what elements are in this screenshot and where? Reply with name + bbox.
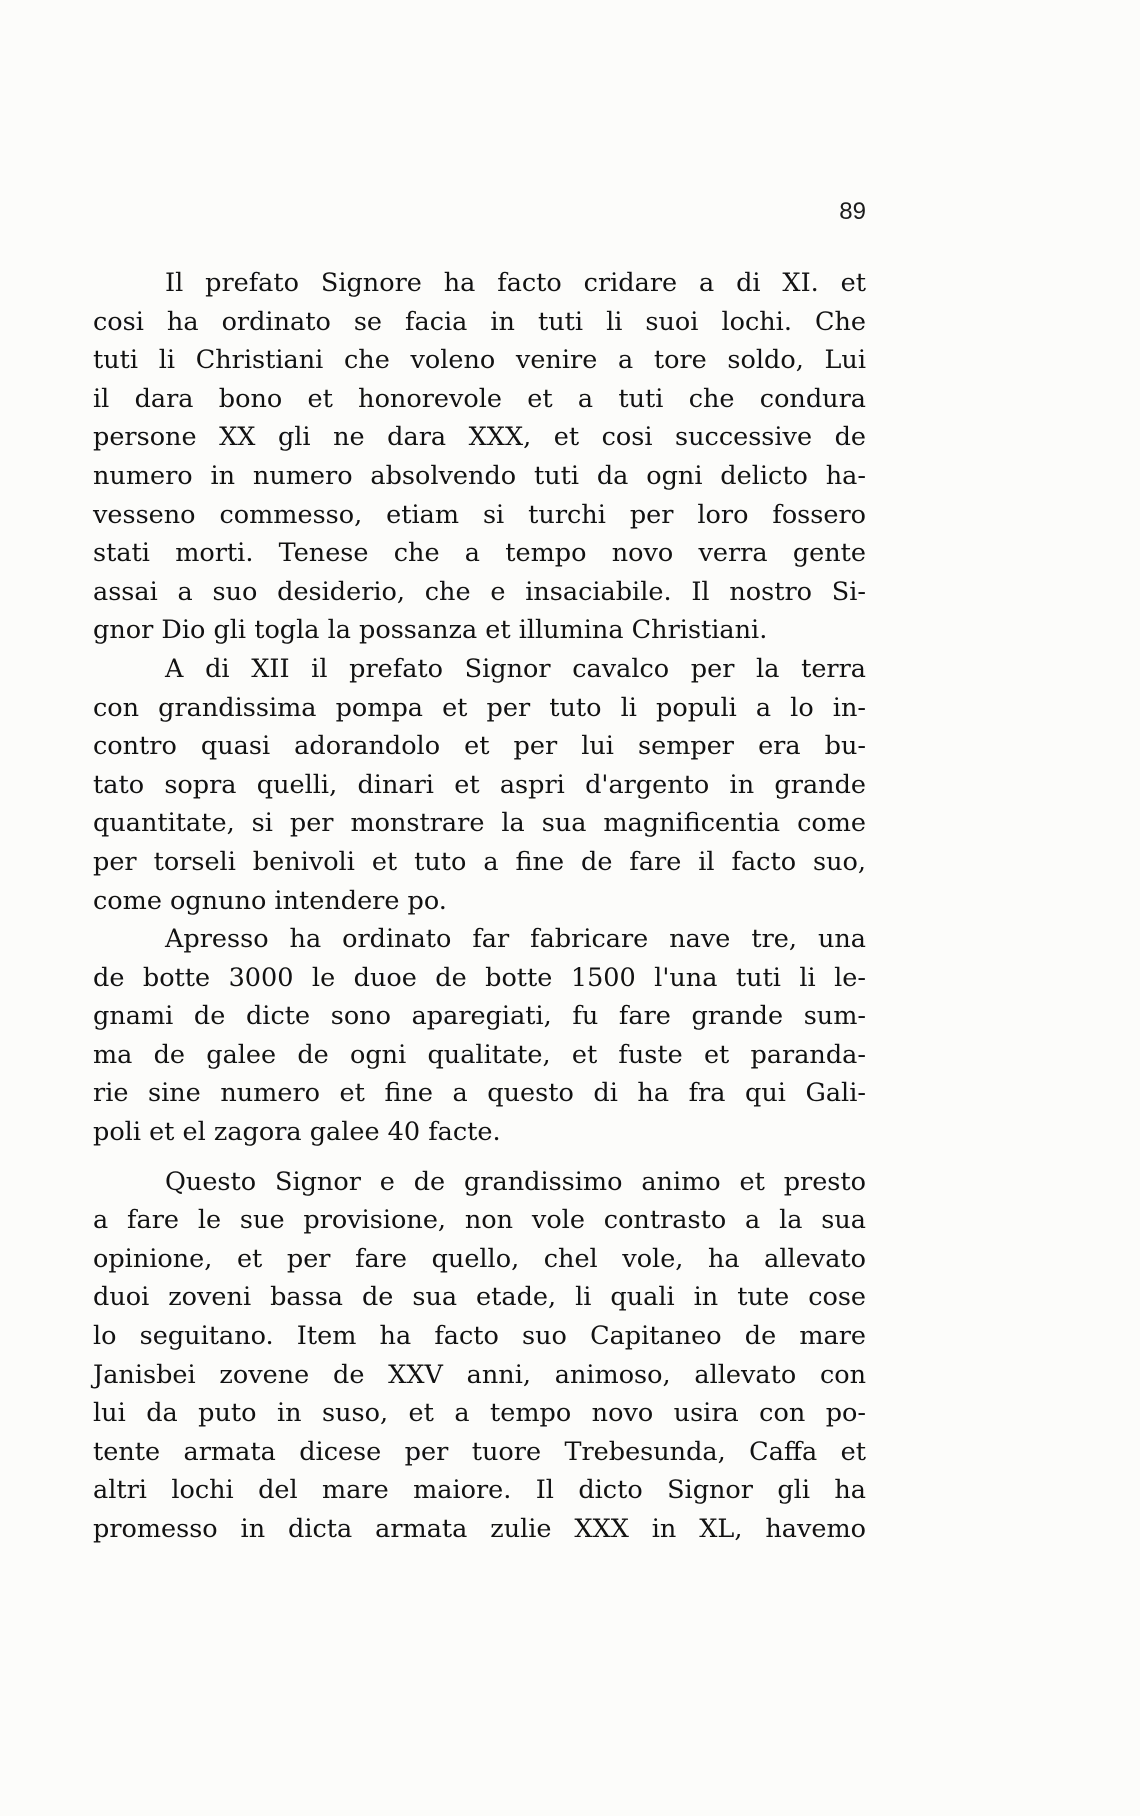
text-line: assai a suo desiderio, che e insaciabile. Il nostro Si- — [93, 576, 866, 607]
text-line: Il prefato Signore ha facto cridare a di XI. et — [165, 268, 866, 298]
text-line: lo seguitano. Item ha facto suo Capitaneo de mare — [93, 1321, 866, 1352]
paragraph — [93, 650, 866, 920]
text-line: gnami de dicte sono aparegiati, fu fare grande sum- — [93, 1001, 866, 1032]
text-line: Questo Signor e de grandissimo animo et presto — [165, 1166, 866, 1197]
text-line: altri lochi del mare maiore. Il dicto Signor gli ha — [93, 1475, 866, 1506]
text-line: vesseno commesso, etiam si turchi per loro fossero — [93, 499, 866, 530]
paragraph — [93, 1163, 866, 1549]
paragraph — [93, 264, 866, 650]
text-line: stati morti. Tenese che a tempo novo verra gente — [93, 538, 866, 569]
text-line: poli et el zagora galee 40 facte. — [93, 1117, 501, 1148]
paragraph-gap — [93, 1152, 866, 1163]
text-line: de botte 3000 le duoe de botte 1500 l'una tuti li le- — [93, 962, 866, 993]
text-line: con grandissima pompa et per tuto li populi a lo in- — [93, 692, 866, 723]
text-line: tuti li Christiani che voleno venire a tore soldo, Lui — [93, 345, 866, 376]
paragraph — [93, 920, 866, 1152]
text-line: Janisbei zovene de XXV anni, animoso, allevato con — [93, 1359, 866, 1390]
text-line: duoi zoveni bassa de sua etade, li quali in tute cose — [93, 1282, 866, 1313]
text-line: quantitate, si per monstrare la sua magnificentia come — [93, 808, 866, 839]
page-number: 89 — [839, 198, 866, 225]
text-line: persone XX gli ne dara XXX, et cosi successive de — [93, 422, 866, 453]
text-line: lui da puto in suso, et a tempo novo usira con po- — [93, 1398, 866, 1429]
text-line: numero in numero absolvendo tuti da ogni delicto ha- — [93, 460, 866, 491]
text-line: opinione, et per fare quello, chel vole, ha allevato — [93, 1243, 866, 1274]
text-line: a fare le sue provisione, non vole contrasto a la sua — [93, 1205, 866, 1236]
text-line: cosi ha ordinato se facia in tuti li suoi lochi. Che — [93, 306, 866, 337]
body-text — [93, 264, 866, 1549]
text-line: come ognuno intendere po. — [93, 885, 447, 916]
text-line: contro quasi adorandolo et per lui semper era bu- — [93, 731, 866, 762]
text-line: rie sine numero et fine a questo di ha fra qui Gali- — [93, 1078, 866, 1109]
text-line: tente armata dicese per tuore Trebesunda, Caffa et — [93, 1436, 866, 1467]
text-line: tato sopra quelli, dinari et aspri d'argento in grande — [93, 769, 866, 800]
text-line: per torseli benivoli et tuto a fine de fare il facto suo, — [93, 846, 866, 877]
text-line: promesso in dicta armata zulie XXX in XL, havemo — [93, 1514, 866, 1544]
text-line: Apresso ha ordinato far fabricare nave tre, una — [165, 924, 866, 955]
text-line: A di XII il prefato Signor cavalco per la terra — [165, 653, 866, 684]
text-line: gnor Dio gli togla la possanza et illumina Christiani. — [93, 615, 768, 646]
text-line: ma de galee de ogni qualitate, et fuste et paranda- — [93, 1039, 866, 1070]
text-line: il dara bono et honorevole et a tuti che condura — [93, 383, 866, 414]
